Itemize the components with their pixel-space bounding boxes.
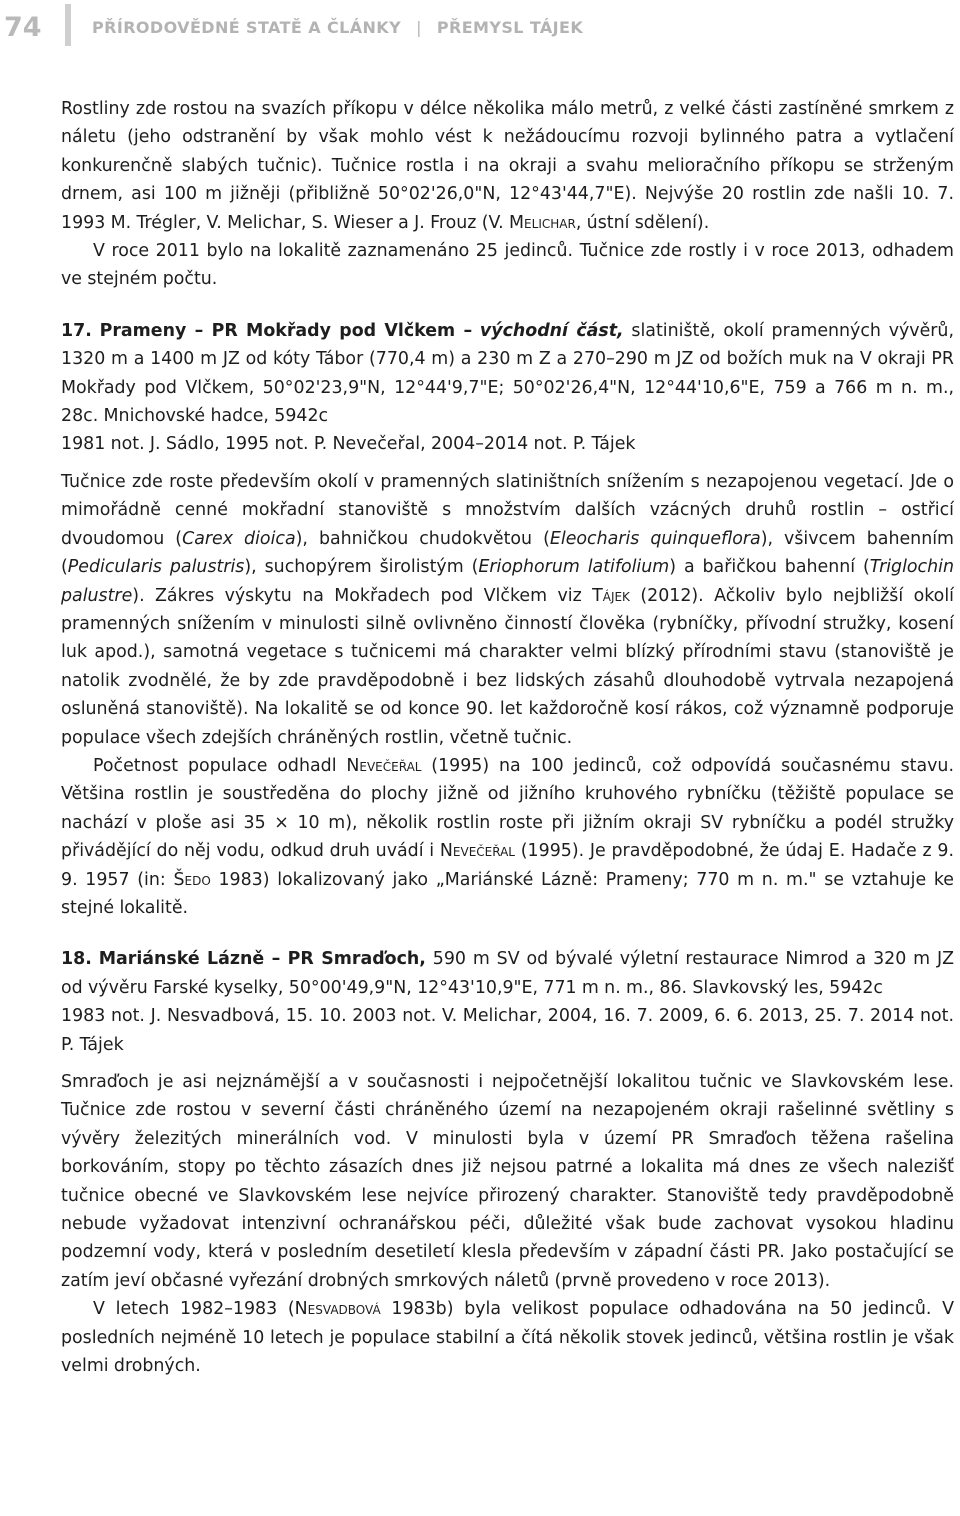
text-run: , ústní sdělení).	[575, 212, 710, 233]
locality-description: slatiniště, okolí pramenných vývěrů, 1320 m a 1400 m JZ od kóty Tábor (770,4 m) a 230 m Z a 270–290 m JZ od božích muk na V okraji PR Mokřady pod Vlčkem, 50°02'23,9"N, 12°44'9,7"E; 50°02'26,4"N, 12°44'10,6"E, 759 a 766 m n. m., 28c. Mnichovské hadce, 5942c	[61, 320, 954, 427]
text-run: ) a bařičkou bahenní (	[669, 557, 870, 578]
text-run: Rostliny zde rostou na svazích příkopu v délce několika málo metrů, z velké části zastíněné smrkem z náletu (jeho odstranění by však mohlo vést k nežádoucímu rozvoji bylinného patra a vytlačení konkurenčně slabých tučnic). Tučnice rostla i na okraji a svahu melioračního příkopu se strženým drnem, asi 100 m jižněji (přibližně 50°02'26,0"N, 12°43'44,7"E). Nejvýše 20 rostlin zde našli 10. 7. 1993 M. Trégler, V. Melichar, S. Wieser a J. Frouz (V.	[61, 99, 954, 233]
text-run: 1983) lokalizovaný jako „Mariánské Lázně: Prameny; 770 m n. m." se vztahuje ke stejné lokalitě.	[61, 869, 954, 918]
text-run: 1983b) byla velikost populace odhadována na 50 jedinců. V posledních nejméně 10 letech je populace stabilní a čítá několik stovek jedinců, většina rostlin je však velmi drobných.	[61, 1299, 955, 1377]
locality-title: Prameny – PR Mokřady pod Vlčkem –	[99, 320, 473, 341]
spacer	[61, 922, 954, 945]
text-run: ), suchopýrem širolistým (	[244, 557, 479, 578]
header-divider-bar	[65, 4, 71, 46]
text-run: (2012). Ačkoliv bylo nejbližší okolí pramenných snížením v minulosti silně ovlivněno činností člověka (rybníčky, přívodní stružky, kosení luk apod.), samotná vegetace s tučnicemi má charakter velmi blízký přírodními stavu (stanoviště je natolik zvodnělé, že by zde pravděpodobně i bez lidských zásahů dlouhodobě vytrvala nezapojená osluněná stanoviště). Na lokalitě se od konce 90. let každoročně kosí rákos, což významně podporuje populace všech zdejších chráněných rostlin, včetně tučnic.	[61, 585, 954, 748]
locality-title-italic: východní část,	[479, 320, 624, 341]
header-separator: |	[416, 18, 422, 37]
text-run: ), bahničkou chudokvětou (	[295, 528, 550, 549]
page-number: 74	[4, 12, 42, 43]
text-run: V letech 1982–1983 (	[93, 1299, 295, 1320]
locality-description: 590 m SV od bývalé výletní restaurace Nimrod a 320 m JZ od vývěru Farské kyselky, 50°00'49,9"N, 12°43'10,9"E, 771 m n. m., 86. Slavkovský les, 5942c	[61, 949, 955, 998]
locality-17-paragraph-1	[61, 468, 954, 752]
locality-title: Mariánské Lázně – PR Smraďoch,	[98, 949, 426, 970]
spacer	[61, 1059, 954, 1068]
locality-17-heading	[61, 317, 954, 431]
text-run: (1995) na 100 jedinců, což odpovídá současnému stavu. Většina rostlin je soustředěna do plochy jižně od jižního kruhového rybníčku (těžiště populace se nachází v ploše asi 35 × 10 m), několik rostlin roste při jižním okraji SV rybníčku a podél stružky přivádějící do něj vodu, odkud druh uvádí i	[61, 755, 954, 862]
text-run: ), všivcem bahenním (	[61, 528, 954, 578]
author-citation: Nevečeřal	[439, 841, 515, 862]
page-header	[0, 0, 960, 60]
text-run: Tučnice zde roste především okolí v pramenných slatiništních snížením s nezapojenou vegetací. Jde o mimořádně cenné mokřadní stanoviště s množstvím dalších vzácných druhů rostlin – ostřicí dvoudomou (	[61, 471, 954, 549]
species-name: Pedicularis palustris	[67, 557, 245, 578]
locality-number: 18.	[61, 949, 92, 970]
running-header	[92, 18, 583, 37]
article-body	[61, 95, 954, 1380]
text-run: ). Zákres výskytu na Mokřadech pod Vlčkem viz	[132, 585, 593, 606]
locality-17-records: 1981 not. J. Sádlo, 1995 not. P. Nevečeřal, 2004–2014 not. P. Tájek	[61, 434, 636, 455]
author-citation: Nesvadbová	[294, 1299, 381, 1320]
text-run: (1995). Je pravděpodobné, že údaj E. Hadače z 9. 9. 1957 (in:	[61, 841, 954, 890]
text-run: Početnost populace odhadl	[93, 755, 347, 776]
locality-number: 17.	[61, 320, 92, 341]
species-name: Eriophorum latifolium	[478, 557, 670, 578]
locality-17-paragraph-2	[61, 752, 954, 922]
locality-18-paragraph-1: Smraďoch je asi nejznámější a v současnosti i nejpočetnější lokalitou tučnic ve Slavkovském lese. Tučnice zde rostou v severní části chráněného území na nezapojeném okraji rašelinné světliny s vývěry železitých minerálních vod. V minulosti byla v území PR Smraďoch těžena rašelina borkováním, stopy po těchto zásazích dnes již nejsou patrné a lokalita má dnes ze všech nalezišť tučnice obecné ve Slavkovském lese nejvíce přirozený charakter. Stanoviště tedy pravděpodobně nebude vyžadovat intenzivní ochranářskou péči, důležité však bude zachovat vysokou hladinu podzemní vody, která v posledním desetiletí klesla především v západní části PR. Jako postačující se zatím jeví občasné vyřezání drobných smrkových náletů (prvně provedeno v roce 2013).	[61, 1072, 954, 1291]
species-name: Triglochin palustre	[61, 557, 954, 606]
spacer	[61, 294, 954, 317]
locality-18-paragraph-2	[61, 1295, 954, 1380]
author-citation: Šedo	[173, 869, 211, 890]
author-citation: Tájek	[592, 585, 630, 606]
spacer	[61, 459, 954, 468]
species-name: Eleocharis quinqueflora	[549, 528, 761, 549]
paragraph-intro-2: V roce 2011 bylo na lokalitě zaznamenáno 25 jedinců. Tučnice zde rostly i v roce 2013, odhadem ve stejném počtu.	[61, 241, 954, 290]
author-citation: Nevečeřal	[346, 755, 422, 776]
locality-18-heading	[61, 945, 954, 1002]
author-citation: Melichar	[509, 212, 576, 233]
species-name: Carex dioica	[182, 528, 296, 549]
section-title: PŘÍRODOVĚDNÉ STATĚ A ČLÁNKY	[92, 18, 402, 37]
paragraph-intro-1	[61, 95, 954, 237]
locality-18-records: 1983 not. J. Nesvadbová, 15. 10. 2003 not. V. Melichar, 2004, 16. 7. 2009, 6. 6. 2013, 25. 7. 2014 not. P. Tájek	[61, 1006, 954, 1055]
author-name: PŘEMYSL TÁJEK	[436, 18, 584, 37]
